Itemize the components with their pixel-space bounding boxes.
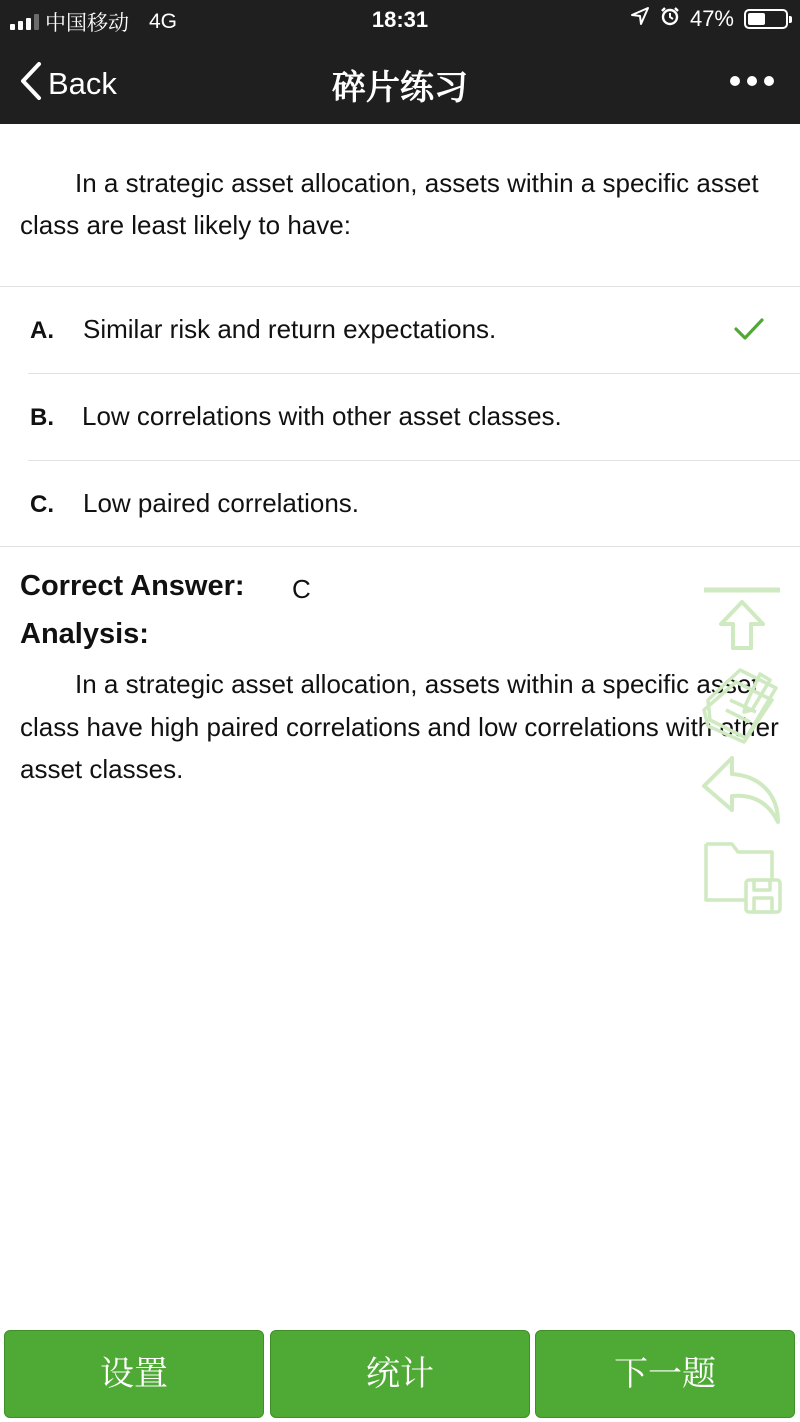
correct-answer-value: C <box>292 574 311 604</box>
option-a[interactable] <box>0 287 800 373</box>
more-dot-icon <box>764 76 774 86</box>
battery-tip <box>789 16 792 23</box>
question-text: In a strategic asset allocation, assets within a specific asset class are least likely to have: <box>20 168 759 240</box>
location-arrow-icon <box>630 6 650 32</box>
page-title: 碎片练习 <box>332 68 468 108</box>
reply-icon[interactable] <box>700 754 784 830</box>
analysis-label: Analysis: <box>20 618 149 650</box>
back-label: Back <box>48 65 117 101</box>
settings-button[interactable]: 设置 <box>4 1330 264 1418</box>
battery-level-fill <box>748 13 765 25</box>
network-type: 4G <box>149 10 178 33</box>
option-text: Low correlations with other asset classes. <box>82 401 562 431</box>
analysis-text: In a strategic asset allocation, assets within a specific asset class have high paired correlations and low correlations with other asset classes. <box>20 669 779 784</box>
carrier-name: 中国移动 <box>45 11 129 35</box>
divider <box>0 546 800 547</box>
more-menu-button[interactable] <box>730 76 774 86</box>
stats-button[interactable]: 统计 <box>270 1330 530 1418</box>
option-text: Similar risk and return expectations. <box>83 314 497 344</box>
battery-percent: 47% <box>689 6 734 31</box>
status-right <box>630 6 788 32</box>
alarm-clock-icon <box>660 6 680 32</box>
checkmark-icon <box>734 317 764 346</box>
option-c[interactable] <box>0 461 800 547</box>
save-folder-icon[interactable] <box>700 840 784 916</box>
option-letter: C. <box>30 491 54 518</box>
note-edit-icon[interactable] <box>700 664 784 744</box>
status-bar <box>0 0 800 40</box>
navigation-bar <box>0 40 800 124</box>
option-b[interactable] <box>0 374 800 460</box>
option-letter: B. <box>30 404 54 431</box>
bottom-action-bar <box>0 1328 800 1422</box>
next-question-button[interactable]: 下一题 <box>535 1330 795 1418</box>
more-dot-icon <box>747 76 757 86</box>
status-time: 18:31 <box>371 7 429 32</box>
correct-answer-label: Correct Answer: <box>20 570 245 602</box>
option-letter: A. <box>30 317 54 344</box>
more-dot-icon <box>730 76 740 86</box>
option-text: Low paired correlations. <box>83 488 360 518</box>
scroll-to-top-icon[interactable] <box>700 582 784 654</box>
battery-icon <box>744 9 788 29</box>
